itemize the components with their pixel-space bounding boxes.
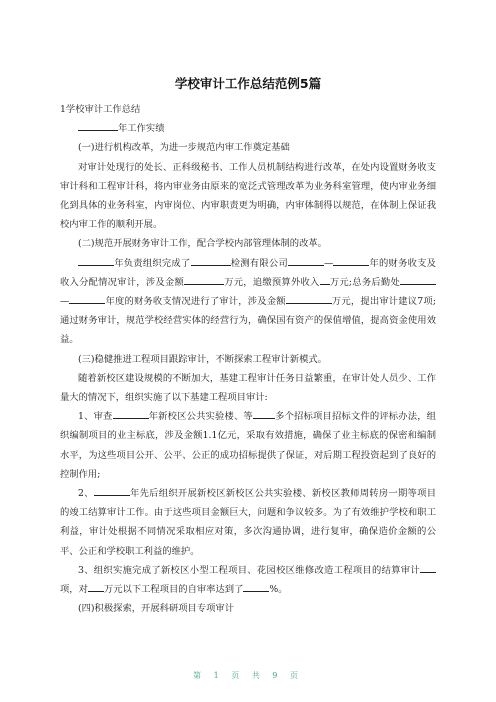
subheading-2: (二)规范开展财务审计工作，配合学校内部管理体制的改革。 xyxy=(78,238,327,250)
blank-line xyxy=(286,294,332,304)
subheading-1: (一)进行机构改革，为进一步规范内审工作奠定基础 xyxy=(78,142,290,154)
subheading-4: (四)积极探索，开展科研项目专项审计 xyxy=(78,603,235,615)
document-body xyxy=(60,100,436,618)
blank-line xyxy=(94,486,130,496)
blank-line xyxy=(333,256,369,266)
section-heading: 1学校审计工作总结 xyxy=(60,104,141,115)
paragraph-2: 年负责组织完成了 检测有限公司 — 年的财务收支及收入分配情况审计，涉及金额 万元，追缴预算外收入 万元;总务后勤处— 年度的财务收支情况进行了审计，涉及金额 万元，提出审计建议7项;通过财务审计，规范学校经营实体的经营行为，确保国有资产的保值增值，提高资金使用效益。 xyxy=(60,257,436,346)
blank-line xyxy=(420,563,436,573)
blank-line xyxy=(69,294,105,304)
year-title: 年工作实绩 xyxy=(60,119,436,138)
blank-line xyxy=(400,275,436,285)
subheading-3: (三)稳健推进工程项目跟踪审计，不断探索工程审计新模式。 xyxy=(78,353,327,365)
blank-line xyxy=(78,256,114,266)
blank-line xyxy=(191,256,231,266)
blank-line xyxy=(253,409,275,419)
paragraph-4: 1、审查 年新校区公共实验楼、等 多个招标项目招标文件的评标办法，组织编制项目的业主标底，涉及金额1.1亿元，采取有效措施，确保了业主标底的保密和编制水平，为这些项目公开、公平、公正的成功招标提供了保证，对后期工程投资起到了良好的控制作用; xyxy=(60,411,436,480)
blank-line xyxy=(184,275,224,285)
blank-line xyxy=(113,409,149,419)
blank-line xyxy=(288,256,324,266)
blank-line xyxy=(243,582,269,592)
paragraph-5: 2、 年先后组织开展新校区新校区公共实验楼、新校区教师周转房一期等项目的竣工结算审计工作。由于这些项目金额巨大，问题和争议较多。为了有效维护学校和职工利益，审计处根据不同情况采取相应对策，多次沟通协调，进行复审，确保造价金额的公平、公正和学校职工利益的维护。 xyxy=(60,488,436,557)
blank-line xyxy=(78,121,118,131)
blank-line xyxy=(88,582,104,592)
paragraph-1: 对审计处现行的处长、正科级秘书、工作人员机制结构进行改革，在处内设置财务收支审计科和工程审计科，将内审业务由原来的宽泛式管理改革为业务科室管理，使内审业务细化到具体的业务科室，内审岗位、内审职责更为明确，内审体制得以规范，在体制上保证我校内审工作的顺利开展。 xyxy=(60,161,436,231)
paragraph-6: 3、组织实施完成了新校区小型工程项目、花园校区维修改造工程项目的结算审计项，对 万元以下工程项目的自审率达到了 %。 xyxy=(60,561,436,599)
page-footer: 第 1 页 共 9 页 xyxy=(193,671,303,680)
document-title: 学校审计工作总结范例5篇 xyxy=(174,76,322,91)
paragraph-3: 随着新校区建设规模的不断加大，基建工程审计任务日益繁重，在审计处人员少、工作量大的情况下，组织实施了以下基建工程项目审计: xyxy=(60,372,436,404)
blank-line xyxy=(320,275,330,285)
